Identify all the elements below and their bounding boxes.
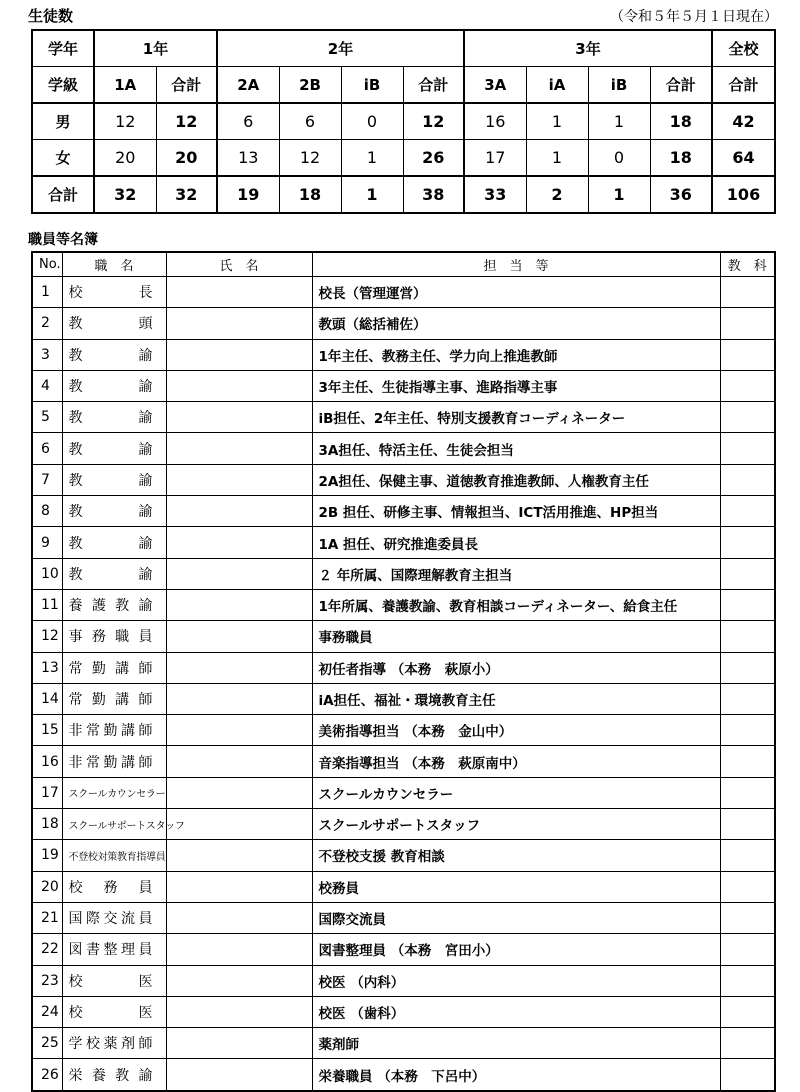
staff-role xyxy=(62,496,166,527)
staff-no: 9 xyxy=(32,527,62,558)
header-no: No. xyxy=(32,252,62,277)
students-heading: 生徒数 xyxy=(28,7,74,25)
staff-row xyxy=(32,339,775,370)
staff-row xyxy=(32,589,775,620)
staff-duty: 3年主任、生徒指導主事、進路指導主事 xyxy=(312,370,720,401)
subtotal-cell: 12 xyxy=(156,103,217,140)
staff-name xyxy=(166,902,312,933)
staff-no: 24 xyxy=(32,996,62,1027)
staff-duty: 薬剤師 xyxy=(312,1028,720,1059)
count-cell: 1 xyxy=(341,140,403,177)
staff-name xyxy=(166,965,312,996)
subtotal-cell: 18 xyxy=(650,103,712,140)
female-row xyxy=(32,140,775,177)
staff-no: 6 xyxy=(32,433,62,464)
staff-no: 17 xyxy=(32,777,62,808)
header-name: 氏 名 xyxy=(166,252,312,277)
staff-subject xyxy=(720,871,775,902)
staff-name xyxy=(166,683,312,714)
staff-role-text: 常 勤 講 師 xyxy=(68,692,153,708)
staff-role xyxy=(62,527,166,558)
staff-subject xyxy=(720,996,775,1027)
staff-name xyxy=(166,746,312,777)
count-cell: 0 xyxy=(588,140,650,177)
total-row xyxy=(32,176,775,213)
header-cell: 1A xyxy=(94,67,156,104)
staff-role-text: 常 勤 講 師 xyxy=(68,660,153,677)
row-label: 合計 xyxy=(32,176,94,213)
staff-role-text: 非 常 勤 講 師 xyxy=(68,723,153,740)
staff-name xyxy=(166,558,312,589)
staff-role xyxy=(62,809,185,840)
staff-role xyxy=(62,308,166,339)
staff-name xyxy=(166,277,312,308)
staff-name xyxy=(166,464,312,495)
staff-row xyxy=(32,496,775,527)
staff-role-text: 不登校対策教育指導員 xyxy=(68,851,166,863)
staff-subject xyxy=(720,809,775,840)
count-cell: 1 xyxy=(341,176,403,213)
staff-role-text: 国 際 交 流 員 xyxy=(68,911,153,928)
staff-name xyxy=(166,996,312,1027)
staff-role-text: 学 校 薬 剤 師 xyxy=(68,1036,153,1053)
count-cell: 32 xyxy=(94,176,156,213)
staff-row xyxy=(32,934,775,965)
count-cell: 13 xyxy=(217,140,279,177)
staff-row xyxy=(32,1059,775,1091)
staff-no: 21 xyxy=(32,902,62,933)
header-role: 職 名 xyxy=(62,252,166,277)
staff-no: 22 xyxy=(32,934,62,965)
class-header-row xyxy=(32,67,775,104)
header-cell: 合計 xyxy=(403,67,464,104)
count-cell: 0 xyxy=(341,103,403,140)
staff-role xyxy=(62,652,166,683)
staff-subject xyxy=(720,527,775,558)
staff-row xyxy=(32,558,775,589)
staff-role-text: 図 書 整 理 員 xyxy=(68,942,153,959)
staff-duty: 1A 担任、研究推進委員長 xyxy=(312,527,720,558)
header-cell: 1年 xyxy=(94,30,217,67)
staff-row xyxy=(32,996,775,1027)
staff-subject xyxy=(720,777,775,808)
staff-no: 1 xyxy=(32,277,62,308)
staff-name xyxy=(166,934,312,965)
staff-duty: 校医 （歯科） xyxy=(312,996,720,1027)
staff-role xyxy=(62,370,166,401)
staff-duty: iB担任、2年主任、特別支援教育コーディネーター xyxy=(312,402,720,433)
staff-row xyxy=(32,746,775,777)
staff-role xyxy=(62,277,166,308)
subtotal-cell: 32 xyxy=(156,176,217,213)
staff-name xyxy=(166,433,312,464)
staff-role-text: 教 諭 xyxy=(68,535,153,552)
staff-subject xyxy=(720,840,775,871)
staff-no: 20 xyxy=(32,871,62,902)
staff-row xyxy=(32,715,775,746)
staff-role-text: 事 務 職 員 xyxy=(68,629,153,646)
staff-no: 13 xyxy=(32,652,62,683)
staff-name xyxy=(166,1059,312,1091)
staff-subject xyxy=(720,934,775,965)
staff-row xyxy=(32,965,775,996)
staff-name xyxy=(166,871,312,902)
staff-no: 3 xyxy=(32,339,62,370)
staff-role-text: 教 頭 xyxy=(68,316,153,333)
staff-row xyxy=(32,370,775,401)
staff-duty: 2A担任、保健主事、道徳教育推進教師、人権教育主任 xyxy=(312,464,720,495)
staff-subject xyxy=(720,402,775,433)
staff-no: 5 xyxy=(32,402,62,433)
staff-duty: 事務職員 xyxy=(312,621,720,652)
staff-no: 15 xyxy=(32,715,62,746)
staff-duty: 校医 （内科） xyxy=(312,965,720,996)
staff-row xyxy=(32,277,775,308)
staff-subject xyxy=(720,308,775,339)
staff-name xyxy=(166,496,312,527)
staff-role xyxy=(62,934,166,965)
staff-duty: 校長（管理運営） xyxy=(312,277,720,308)
staff-role xyxy=(62,996,166,1027)
count-cell: 12 xyxy=(279,140,341,177)
staff-role xyxy=(62,402,166,433)
header-cell: iB xyxy=(588,67,650,104)
staff-subject xyxy=(720,277,775,308)
staff-role-text: 校 医 xyxy=(68,973,153,990)
staff-subject xyxy=(720,621,775,652)
staff-no: 23 xyxy=(32,965,62,996)
staff-role-text: 教 諭 xyxy=(68,472,153,489)
staff-row xyxy=(32,902,775,933)
count-cell: 6 xyxy=(279,103,341,140)
count-cell: 18 xyxy=(279,176,341,213)
row-label: 男 xyxy=(32,103,94,140)
staff-no: 12 xyxy=(32,621,62,652)
staff-row xyxy=(32,871,775,902)
header-cell: iB xyxy=(341,67,403,104)
staff-role-text: 非 常 勤 講 師 xyxy=(68,754,153,771)
staff-no: 8 xyxy=(32,496,62,527)
staff-duty: 不登校支援 教育相談 xyxy=(312,840,720,871)
staff-row xyxy=(32,652,775,683)
staff-role xyxy=(62,339,166,370)
row-label: 女 xyxy=(32,140,94,177)
staff-row xyxy=(32,809,775,840)
staff-row xyxy=(32,840,775,871)
staff-role xyxy=(62,589,166,620)
staff-row xyxy=(32,1028,775,1059)
staff-subject xyxy=(720,464,775,495)
subtotal-cell: 36 xyxy=(650,176,712,213)
subtotal-cell: 18 xyxy=(650,140,712,177)
staff-row xyxy=(32,308,775,339)
staff-subject xyxy=(720,433,775,464)
staff-name xyxy=(166,1028,312,1059)
staff-role xyxy=(62,621,166,652)
staff-role-text: 教 諭 xyxy=(68,504,153,521)
subtotal-cell: 20 xyxy=(156,140,217,177)
staff-duty: スクールサポートスタッフ xyxy=(312,809,720,840)
staff-duty: 図書整理員 （本務 宮田小） xyxy=(312,934,720,965)
staff-no: 4 xyxy=(32,370,62,401)
count-cell: 12 xyxy=(94,103,156,140)
staff-name xyxy=(166,777,312,808)
staff-role xyxy=(62,683,166,714)
staff-role xyxy=(62,777,166,808)
staff-subject xyxy=(720,496,775,527)
staff-subject xyxy=(720,1028,775,1059)
count-cell: 19 xyxy=(217,176,279,213)
staff-role-text: スクールサポートスタッフ xyxy=(68,820,185,832)
staff-row xyxy=(32,683,775,714)
header-cell: 2B xyxy=(279,67,341,104)
staff-role xyxy=(62,1059,166,1091)
staff-duty: 校務員 xyxy=(312,871,720,902)
staff-subject xyxy=(720,370,775,401)
staff-duty: 3A担任、特活主任、生徒会担当 xyxy=(312,433,720,464)
staff-name xyxy=(166,715,312,746)
staff-subject xyxy=(720,589,775,620)
header-cell: 合計 xyxy=(156,67,217,104)
staff-row xyxy=(32,433,775,464)
staff-duty: 国際交流員 xyxy=(312,902,720,933)
count-cell: 33 xyxy=(464,176,526,213)
staff-heading: 職員等名簿 xyxy=(28,232,98,248)
staff-header-row xyxy=(32,252,775,277)
staff-subject xyxy=(720,746,775,777)
staff-role xyxy=(62,965,166,996)
staff-role-text: 校 長 xyxy=(68,285,153,302)
staff-name xyxy=(166,621,312,652)
staff-name xyxy=(166,589,312,620)
header-cell: iA xyxy=(526,67,588,104)
count-cell: 2 xyxy=(526,176,588,213)
staff-name xyxy=(166,308,312,339)
header-cell: 合計 xyxy=(650,67,712,104)
staff-subject xyxy=(720,558,775,589)
staff-role xyxy=(62,464,166,495)
staff-subject xyxy=(720,652,775,683)
staff-name xyxy=(166,402,312,433)
as-of-date: （令和５年５月１日現在） xyxy=(610,9,778,25)
staff-duty: 初任者指導 （本務 萩原小） xyxy=(312,652,720,683)
staff-no: 16 xyxy=(32,746,62,777)
header-cell: 学級 xyxy=(32,67,94,104)
staff-role xyxy=(62,1028,166,1059)
staff-no: 25 xyxy=(32,1028,62,1059)
staff-no: 2 xyxy=(32,308,62,339)
count-cell: 6 xyxy=(217,103,279,140)
grade-header-row xyxy=(32,30,775,67)
staff-no: 18 xyxy=(32,809,62,840)
staff-subject xyxy=(720,339,775,370)
count-cell: 16 xyxy=(464,103,526,140)
staff-role-text: 栄 養 教 諭 xyxy=(68,1067,153,1084)
staff-name xyxy=(166,652,312,683)
header-cell: 合計 xyxy=(712,67,775,104)
staff-subject xyxy=(720,715,775,746)
staff-row xyxy=(32,402,775,433)
staff-name xyxy=(166,840,312,871)
staff-duty: 教頭（総括補佐） xyxy=(312,308,720,339)
staff-role-text: 養 護 教 諭 xyxy=(68,598,153,615)
header-subject: 教 科 xyxy=(720,252,775,277)
staff-role-text: 校 務 員 xyxy=(68,879,153,896)
staff-duty: iA担任、福祉・環境教育主任 xyxy=(312,683,720,714)
staff-duty: 音楽指導担当 （本務 萩原南中） xyxy=(312,746,720,777)
count-cell: 1 xyxy=(588,176,650,213)
staff-role-text: 教 諭 xyxy=(68,347,153,364)
staff-subject xyxy=(720,1059,775,1091)
staff-name xyxy=(166,809,312,840)
male-row xyxy=(32,103,775,140)
staff-role xyxy=(62,558,166,589)
count-cell: 17 xyxy=(464,140,526,177)
total-cell: 106 xyxy=(712,176,775,213)
staff-role xyxy=(62,433,166,464)
staff-role xyxy=(62,840,166,871)
staff-name xyxy=(166,339,312,370)
staff-no: 7 xyxy=(32,464,62,495)
count-cell: 20 xyxy=(94,140,156,177)
staff-no: 26 xyxy=(32,1059,62,1091)
header-cell: 2年 xyxy=(217,30,464,67)
staff-role xyxy=(62,715,166,746)
count-cell: 1 xyxy=(526,140,588,177)
staff-row xyxy=(32,621,775,652)
staff-no: 19 xyxy=(32,840,62,871)
staff-name xyxy=(166,370,312,401)
staff-role xyxy=(62,902,166,933)
staff-duty: 2B 担任、研修主事、情報担当、ICT活用推進、HP担当 xyxy=(312,496,720,527)
header-cell: 3年 xyxy=(464,30,712,67)
staff-role-text: 教 諭 xyxy=(68,566,153,583)
staff-subject xyxy=(720,683,775,714)
subtotal-cell: 26 xyxy=(403,140,464,177)
subtotal-cell: 12 xyxy=(403,103,464,140)
staff-role-text: スクールカウンセラー xyxy=(68,789,166,801)
staff-subject xyxy=(720,965,775,996)
header-cell: 3A xyxy=(464,67,526,104)
staff-role xyxy=(62,746,166,777)
staff-duty: スクールカウンセラー xyxy=(312,777,720,808)
staff-no: 11 xyxy=(32,589,62,620)
staff-role-text: 教 諭 xyxy=(68,441,153,458)
subtotal-cell: 38 xyxy=(403,176,464,213)
staff-role-text: 校 医 xyxy=(68,1004,153,1021)
staff-table xyxy=(31,251,776,1092)
count-cell: 1 xyxy=(588,103,650,140)
header-cell: 2A xyxy=(217,67,279,104)
count-cell: 1 xyxy=(526,103,588,140)
student-count-table xyxy=(31,29,776,214)
staff-row xyxy=(32,777,775,808)
staff-role-text: 教 諭 xyxy=(68,410,153,427)
staff-duty: ２ 年所属、国際理解教育主担当 xyxy=(312,558,720,589)
staff-duty: 1年主任、教務主任、学力向上推進教師 xyxy=(312,339,720,370)
staff-duty: 1年所属、養護教諭、教育相談コーディネーター、給食主任 xyxy=(312,589,720,620)
staff-subject xyxy=(720,902,775,933)
total-cell: 64 xyxy=(712,140,775,177)
staff-role-text: 教 諭 xyxy=(68,379,153,396)
staff-duty: 栄養職員 （本務 下呂中） xyxy=(312,1059,720,1091)
staff-row xyxy=(32,464,775,495)
total-cell: 42 xyxy=(712,103,775,140)
staff-no: 14 xyxy=(32,683,62,714)
staff-row xyxy=(32,527,775,558)
header-cell: 全校 xyxy=(712,30,775,67)
staff-no: 10 xyxy=(32,558,62,589)
staff-name xyxy=(166,527,312,558)
header-duty: 担 当 等 xyxy=(312,252,720,277)
header-cell: 学年 xyxy=(32,30,94,67)
staff-role xyxy=(62,871,166,902)
staff-duty: 美術指導担当 （本務 金山中） xyxy=(312,715,720,746)
